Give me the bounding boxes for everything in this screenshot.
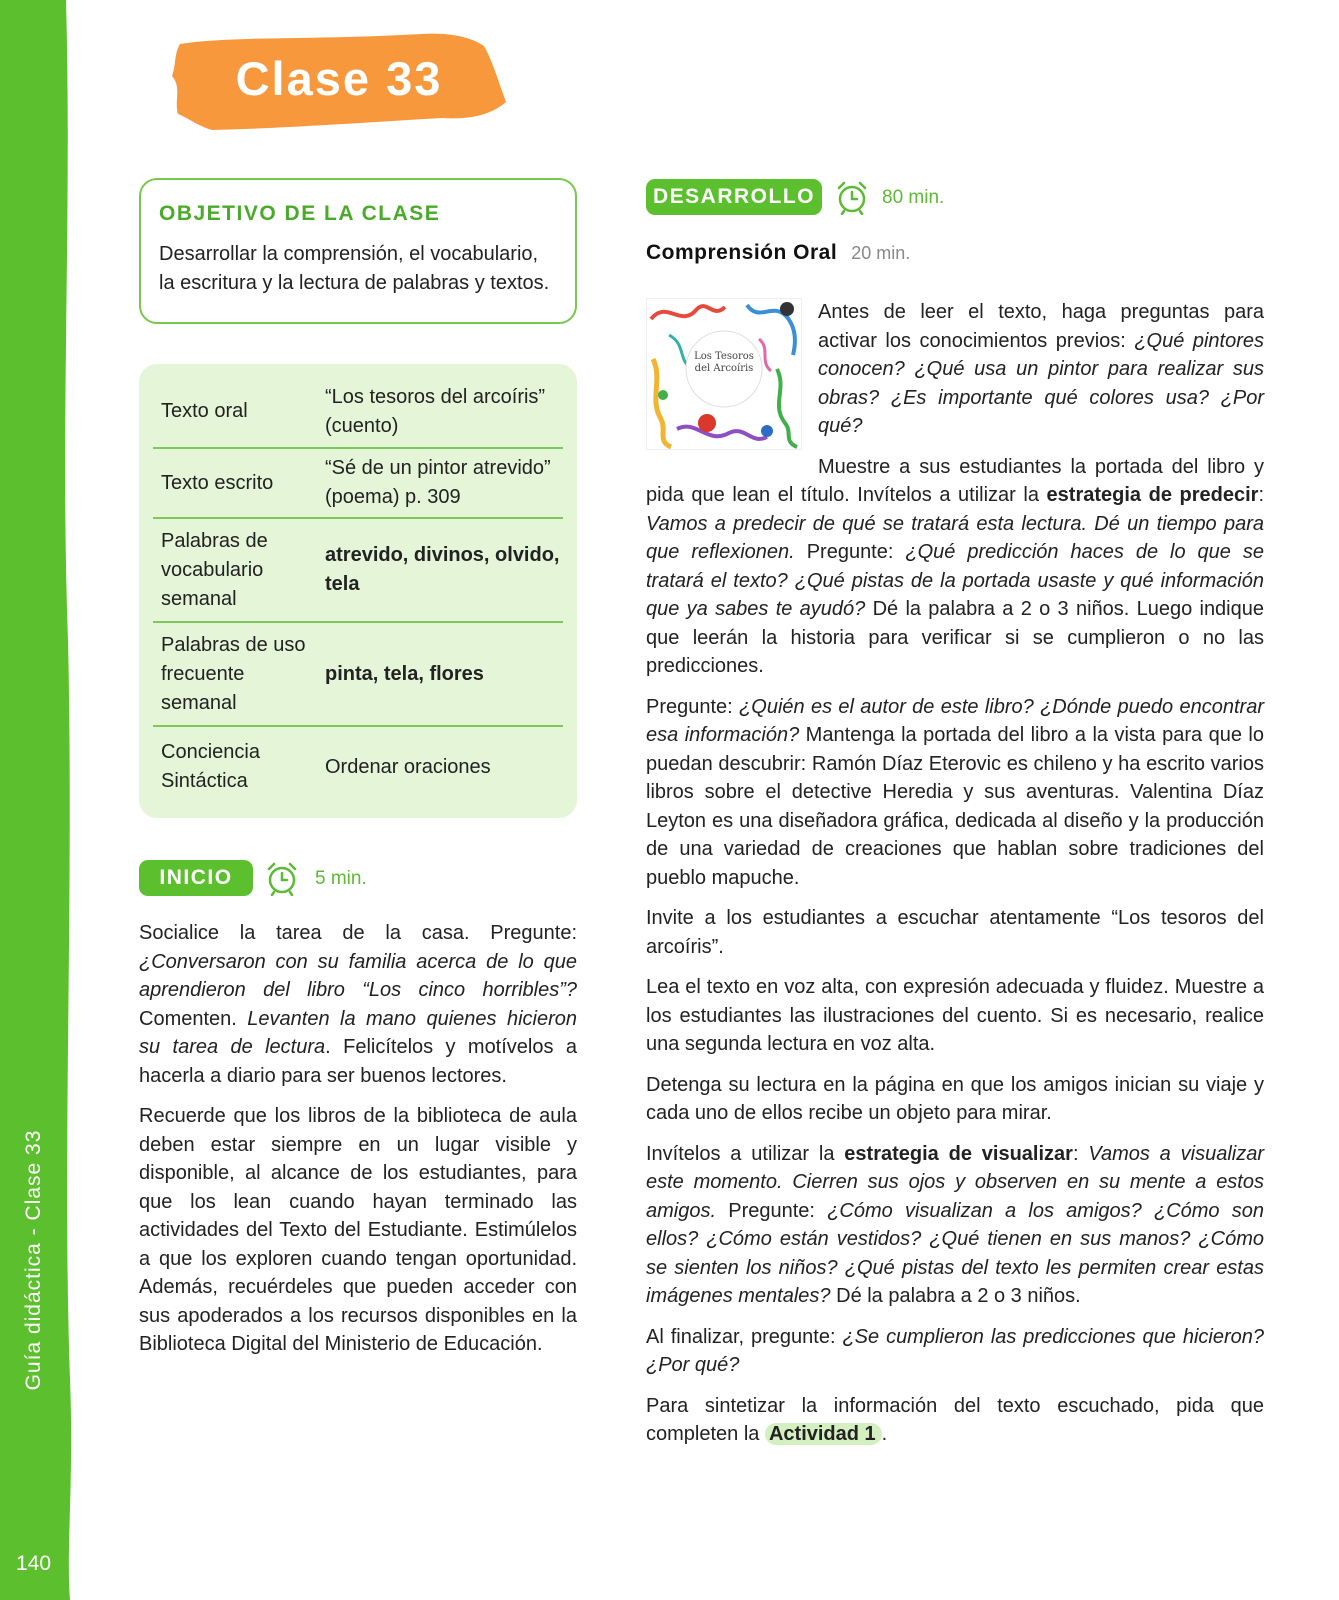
objective-box bbox=[139, 178, 577, 324]
inicio-minutes: 5 min. bbox=[315, 868, 367, 889]
row-label: Palabras de uso frecuente semanal bbox=[161, 633, 306, 714]
row-label: Palabras de vocabulario semanal bbox=[161, 529, 268, 610]
alarm-clock-icon bbox=[264, 860, 300, 896]
desarrollo-paragraph-1: Antes de leer el texto, haga preguntas para activar los conocimientos previos: ¿Qué pintores conocen? ¿Qué usa un pintor para realizar sus obras? ¿Es importante qué colores usa? ¿Por qué? bbox=[818, 301, 1264, 437]
table-row bbox=[153, 449, 563, 519]
info-table bbox=[139, 364, 577, 818]
row-label: Texto escrito bbox=[161, 471, 274, 494]
book-title: Los Tesoros del Arcoíris bbox=[694, 351, 754, 374]
row-label: Conciencia Sintáctica bbox=[161, 741, 260, 792]
desarrollo-minutes: 80 min. bbox=[882, 187, 945, 208]
desarrollo-paragraph-7: Invítelos a utilizar la estrategia de visualizar: Vamos a visualizar este momento. Cierren sus ojos y observen en su mente a estos amigos. Pregunte: ¿Cómo visualizan a los amigos? ¿Cómo son ellos? ¿Cómo están vestidos? ¿Qué tienen en sus manos? ¿Cómo se sienten los niños? ¿Qué pistas del texto les permiten crear estas imágenes mentales? Dé la palabra a 2 o 3 niños. bbox=[646, 1142, 1265, 1307]
objective-text: Desarrollar la comprensión, el vocabulario, la escritura y la lectura de palabras y textos. bbox=[159, 243, 550, 294]
desarrollo-paragraph-9: Para sintetizar la información del texto escuchado, pida que completen la Actividad 1 . bbox=[646, 1394, 1264, 1445]
table-row bbox=[153, 519, 563, 623]
row-value: “Los tesoros del arcoíris” (cuento) bbox=[325, 385, 546, 437]
table-row bbox=[153, 727, 563, 807]
desarrollo-paragraph-6: Detenga su lectura en la página en que los amigos inician su viaje y cada uno de ellos recibe un objeto para mirar. bbox=[646, 1073, 1264, 1124]
row-label: Texto oral bbox=[161, 400, 248, 422]
sub-title: Comprensión Oral bbox=[646, 241, 838, 264]
inicio-paragraph-1: Socialice la tarea de la casa. Pregunte: ¿Conversaron con su familia acerca de lo que aprendieron del libro “Los cinco horribles”? Comenten. Levanten la mano quienes hicieron su tarea de lectura. Felicítelos y motívelos a hacerla a diario para ser buenos lectores. bbox=[139, 922, 578, 1087]
desarrollo-paragraph-3: Pregunte: ¿Quién es el autor de este libro? ¿Dónde puedo encontrar esa información? Mantenga la portada del libro a la vista para que lo puedan descubrir: Ramón Díaz Eterovic es chileno y ha escrito varios libros sobre el detective Heredia y sus aventuras. Valentina Díaz Leyton es una diseñadora gráfica, dedicada al diseño y la producción de una variedad de creaciones que hablan sobre tradiciones del pueblo mapuche. bbox=[646, 695, 1264, 889]
row-value: Ordenar oraciones bbox=[325, 755, 491, 778]
book-cover-image bbox=[646, 298, 802, 450]
table-row bbox=[153, 623, 563, 727]
desarrollo-content bbox=[646, 298, 1264, 1461]
inicio-content bbox=[139, 919, 577, 1371]
desarrollo-paragraph-4: Invite a los estudiantes a escuchar atentamente “Los tesoros del arcoíris”. bbox=[646, 907, 1264, 958]
inicio-paragraph-2: Recuerde que los libros de la biblioteca de aula deben estar siempre en un lugar visible y disponible, al alcance de los estudiantes, para que los lean cuando hayan terminado las actividades del Texto del Estudiante. Estimúlelos a que los exploren cuando tengan oportunidad. Además, recuérdeles que pueden acceder con sus apoderados a los recursos disponibles en la Biblioteca Digital del Ministerio de Educación. bbox=[139, 1105, 577, 1355]
activity-link: Actividad 1 bbox=[765, 1423, 882, 1445]
page-title-banner bbox=[172, 30, 506, 132]
desarrollo-paragraph-5: Lea el texto en voz alta, con expresión adecuada y fluidez. Muestre a los estudiantes las ilustraciones del cuento. Si es necesario, realice una segunda lectura en voz alta. bbox=[646, 976, 1264, 1055]
sub-minutes: 20 min. bbox=[851, 243, 911, 263]
sidebar-label: Guía didáctica - Clase 33 bbox=[22, 1129, 45, 1391]
page-title: Clase 33 bbox=[235, 51, 443, 105]
desarrollo-paragraph-2: Muestre a sus estudiantes la portada del libro y pida que lean el título. Invítelos a utilizar la estrategia de predecir: Vamos a predecir de qué se tratará esta lectura. Dé un tiempo para que reflexionen. Pregunte: ¿Qué predicción haces de lo que se tratará el texto? ¿Qué pistas de la portada usaste y qué información que ya sabes te ayudó? Dé la palabra a 2 o 3 niños. Luego indique que leerán la historia para verificar si se cumplieron o no las predicciones. bbox=[646, 455, 1265, 677]
desarrollo-badge: DESARROLLO bbox=[646, 179, 822, 215]
row-value: atrevido, divinos, olvido, tela bbox=[325, 544, 560, 595]
row-value: “Sé de un pintor atrevido” (poema) p. 309 bbox=[325, 457, 551, 508]
inicio-badge: INICIO bbox=[139, 860, 253, 896]
desarrollo-paragraph-8: Al finalizar, pregunte: ¿Se cumplieron las predicciones que hicieron? ¿Por qué? bbox=[646, 1325, 1264, 1376]
objective-heading: OBJETIVO DE LA CLASE bbox=[159, 202, 441, 225]
row-value: pinta, tela, flores bbox=[325, 662, 484, 685]
page-number: 140 bbox=[16, 1552, 52, 1575]
table-row bbox=[153, 376, 563, 449]
comprension-oral-heading bbox=[646, 241, 910, 265]
alarm-clock-icon bbox=[834, 179, 870, 215]
sidebar bbox=[0, 0, 72, 1600]
